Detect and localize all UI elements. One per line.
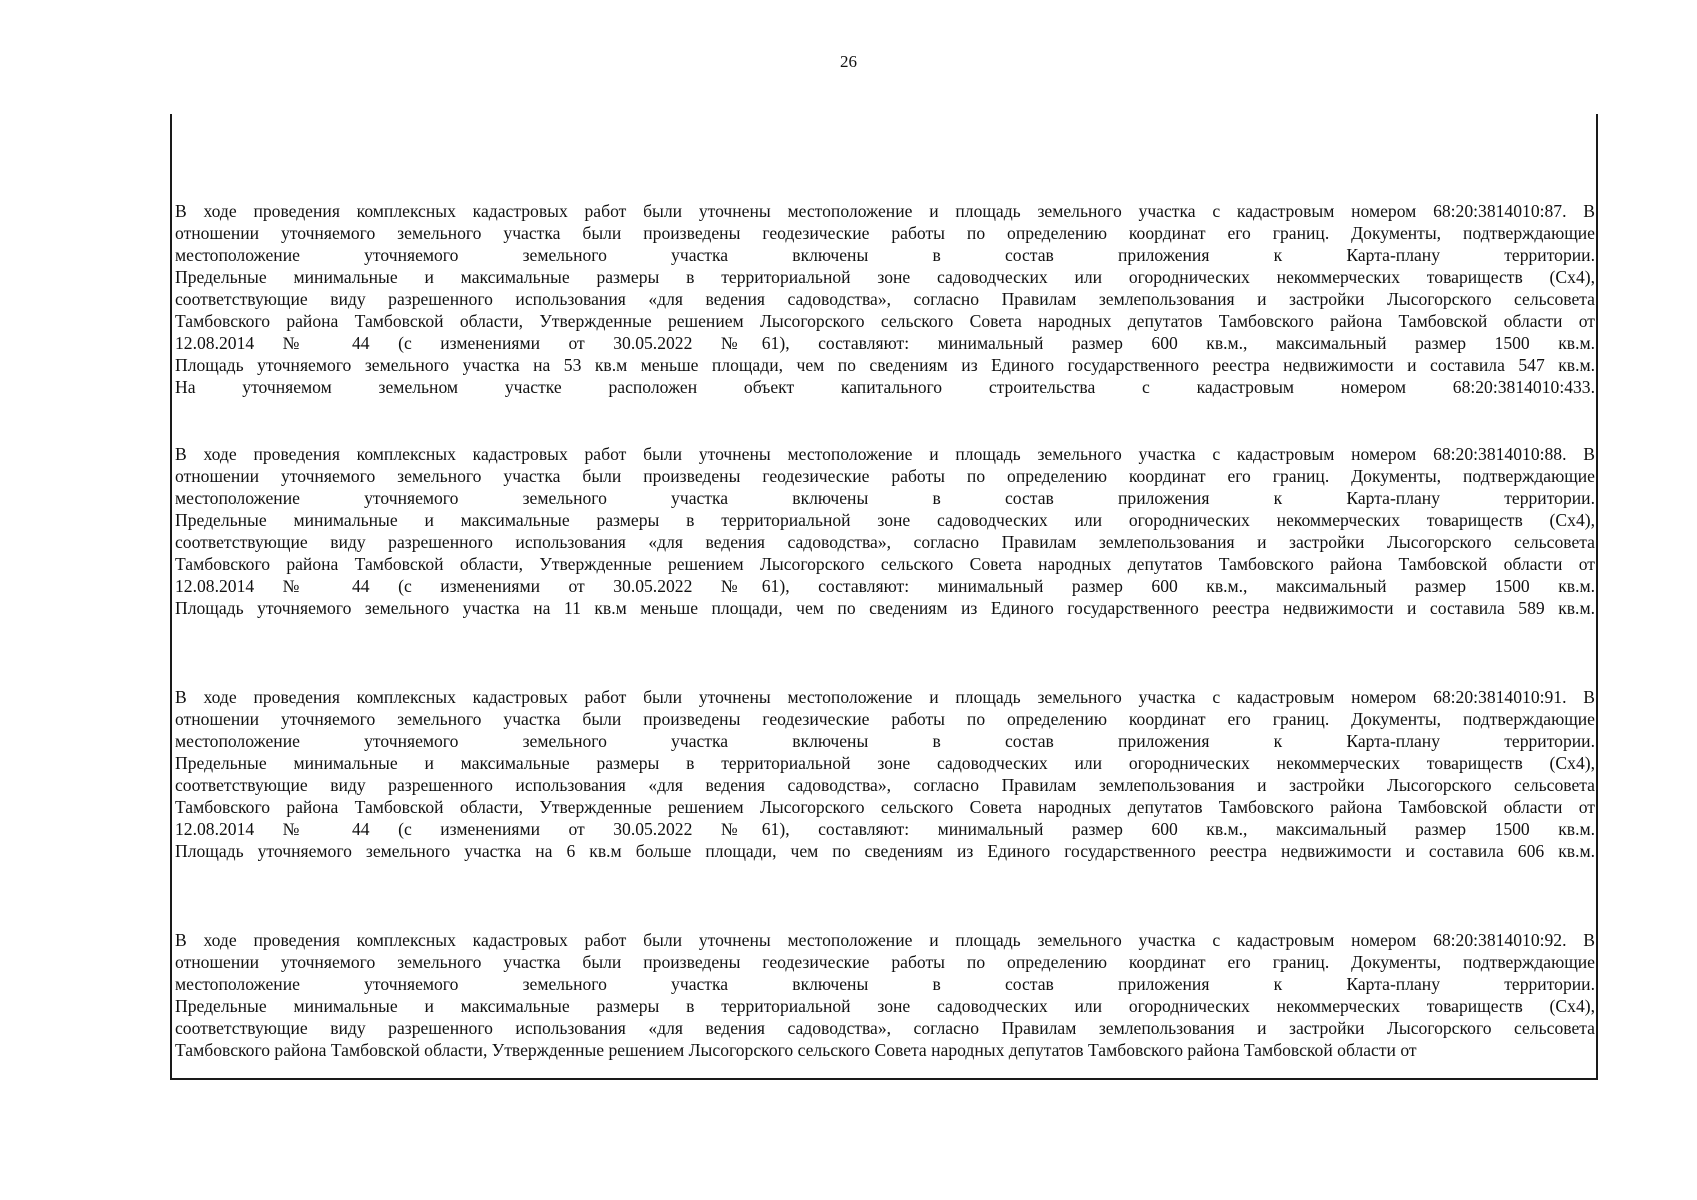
entry-line: соответствующие виду разрешенного использования «для ведения садоводства», согласно Правилам землепользования и застройки Лысогорского сельсовета <box>175 289 1595 309</box>
entry-line: 12.08.2014 № 44 (с изменениями от 30.05.2022 №61), составляют: минимальный размер 600 кв.м., максимальный размер 1500 кв.м. <box>175 819 1595 839</box>
cadastral-entry-88 <box>175 443 1595 619</box>
entry-line: местоположение уточняемого земельного участка включены в состав приложения к Карта-плану территории. <box>175 731 1595 751</box>
entry-line: местоположение уточняемого земельного участка включены в состав приложения к Карта-плану территории. <box>175 245 1595 265</box>
entry-line: 12.08.2014 № 44 (с изменениями от 30.05.2022 №61), составляют: минимальный размер 600 кв.м., максимальный размер 1500 кв.м. <box>175 576 1595 596</box>
entry-line: Предельные минимальные и максимальные размеры в территориальной зоне садоводческих или огороднических некоммерческих товариществ (Сх4), <box>175 267 1595 287</box>
entry-line: В ходе проведения комплексных кадастровых работ были уточнены местоположение и площадь земельного участка с кадастровым номером 68:20:3814010:87. В <box>175 201 1595 221</box>
entry-line: На уточняемом земельном участке расположен объект капитального строительства с кадастровым номером 68:20:3814010:433. <box>175 377 1595 397</box>
entry-line: Тамбовского района Тамбовской области, Утвержденные решением Лысогорского сельского Совета народных депутатов Тамбовского района Тамбовской области от <box>175 554 1595 574</box>
entry-line: Предельные минимальные и максимальные размеры в территориальной зоне садоводческих или огороднических некоммерческих товариществ (Сх4), <box>175 753 1595 773</box>
entry-line: Тамбовского района Тамбовской области, Утвержденные решением Лысогорского сельского Совета народных депутатов Тамбовского района Тамбовской области от <box>175 1040 1417 1060</box>
entry-line: 12.08.2014 № 44 (с изменениями от 30.05.2022 №61), составляют: минимальный размер 600 кв.м., максимальный размер 1500 кв.м. <box>175 333 1595 353</box>
entry-line: Предельные минимальные и максимальные размеры в территориальной зоне садоводческих или огороднических некоммерческих товариществ (Сх4), <box>175 510 1595 530</box>
entry-line: Предельные минимальные и максимальные размеры в территориальной зоне садоводческих или огороднических некоммерческих товариществ (Сх4), <box>175 996 1595 1016</box>
entry-line: отношении уточняемого земельного участка были произведены геодезические работы по определению координат его границ. Документы, подтверждающие <box>175 952 1595 972</box>
entry-line: соответствующие виду разрешенного использования «для ведения садоводства», согласно Правилам землепользования и застройки Лысогорского сельсовета <box>175 775 1595 795</box>
entry-line: В ходе проведения комплексных кадастровых работ были уточнены местоположение и площадь земельного участка с кадастровым номером 68:20:3814010:92. В <box>175 930 1595 950</box>
cadastral-entry-91 <box>175 686 1595 862</box>
entry-line: отношении уточняемого земельного участка были произведены геодезические работы по определению координат его границ. Документы, подтверждающие <box>175 223 1595 243</box>
cadastral-entry-87 <box>175 200 1595 398</box>
entry-line: Тамбовского района Тамбовской области, Утвержденные решением Лысогорского сельского Совета народных депутатов Тамбовского района Тамбовской области от <box>175 311 1595 331</box>
cadastral-entry-92 <box>175 929 1595 1061</box>
entry-line: отношении уточняемого земельного участка были произведены геодезические работы по определению координат его границ. Документы, подтверждающие <box>175 709 1595 729</box>
entry-line: соответствующие виду разрешенного использования «для ведения садоводства», согласно Правилам землепользования и застройки Лысогорского сельсовета <box>175 1018 1595 1038</box>
entry-line: Тамбовского района Тамбовской области, Утвержденные решением Лысогорского сельского Совета народных депутатов Тамбовского района Тамбовской области от <box>175 797 1595 817</box>
document-frame <box>170 114 1598 1080</box>
entry-line: соответствующие виду разрешенного использования «для ведения садоводства», согласно Правилам землепользования и застройки Лысогорского сельсовета <box>175 532 1595 552</box>
entry-line: местоположение уточняемого земельного участка включены в состав приложения к Карта-плану территории. <box>175 974 1595 994</box>
entry-line: В ходе проведения комплексных кадастровых работ были уточнены местоположение и площадь земельного участка с кадастровым номером 68:20:3814010:91. В <box>175 687 1595 707</box>
entry-line: местоположение уточняемого земельного участка включены в состав приложения к Карта-плану территории. <box>175 488 1595 508</box>
entry-line: Площадь уточняемого земельного участка на 11 кв.м меньше площади, чем по сведениям из Единого государственного реестра недвижимости и составила 589 кв.м. <box>175 598 1595 618</box>
page-number: 26 <box>840 52 857 71</box>
entry-line: отношении уточняемого земельного участка были произведены геодезические работы по определению координат его границ. Документы, подтверждающие <box>175 466 1595 486</box>
entry-line: В ходе проведения комплексных кадастровых работ были уточнены местоположение и площадь земельного участка с кадастровым номером 68:20:3814010:88. В <box>175 444 1595 464</box>
entry-line: Площадь уточняемого земельного участка на 53 кв.м меньше площади, чем по сведениям из Единого государственного реестра недвижимости и составила 547 кв.м. <box>175 355 1595 375</box>
entry-line: Площадь уточняемого земельного участка на 6 кв.м больше площади, чем по сведениям из Единого государственного реестра недвижимости и составила 606 кв.м. <box>175 841 1595 861</box>
